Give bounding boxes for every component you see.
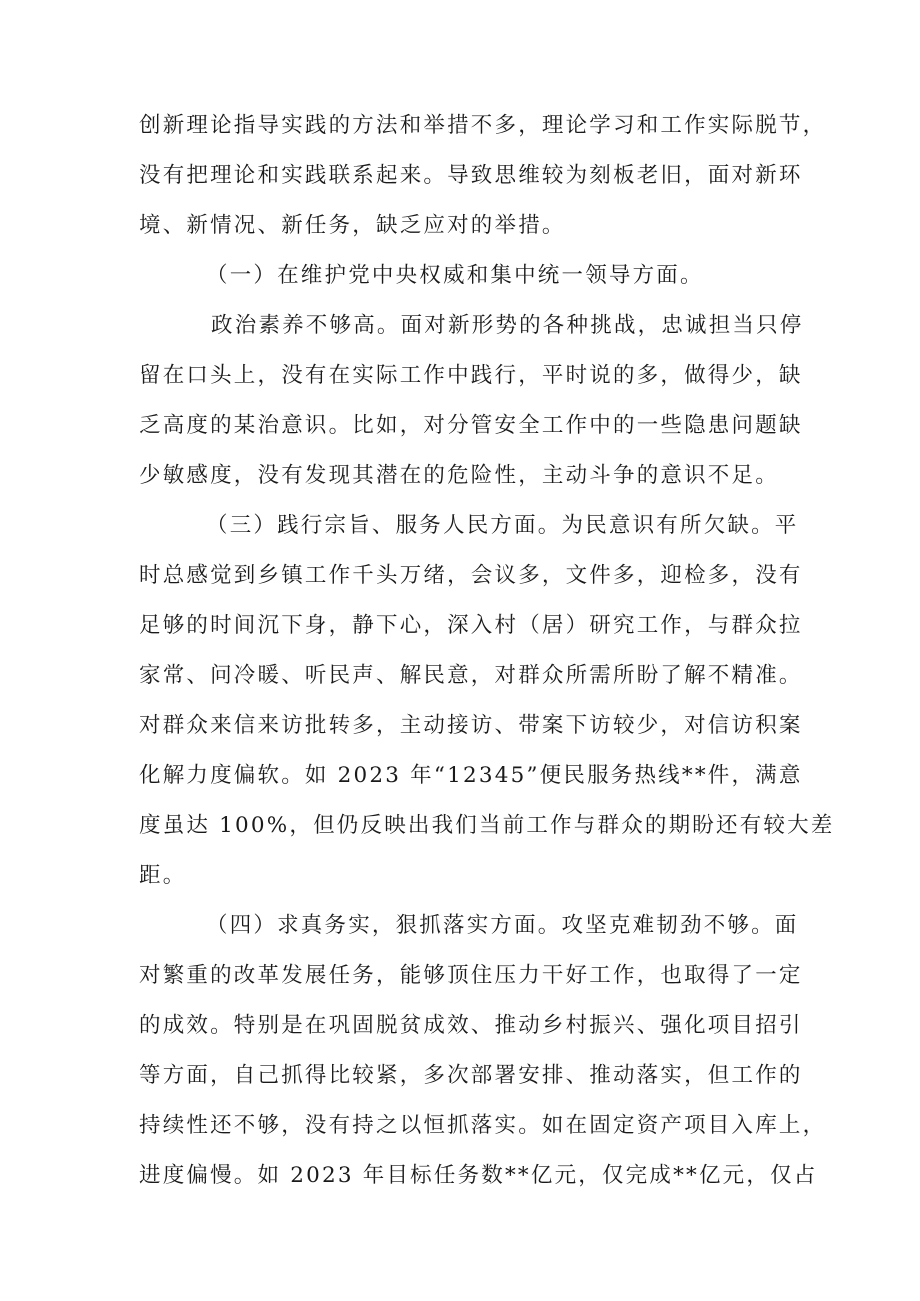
- text-line: 创新理论指导实践的方法和举措不多，理论学习和工作实际脱节，: [139, 113, 827, 138]
- text-line: 度虽达 100%，但仍反映出我们当前工作与群众的期盼还有较大差: [139, 813, 835, 838]
- text-line: 乏高度的某治意识。比如，对分管安全工作中的一些隐患问题缺: [139, 413, 803, 438]
- text-line: 境、新情况、新任务，缺乏应对的举措。: [139, 213, 566, 238]
- text-line: 政治素养不够高。面对新形势的各种挑战，忠诚担当只停: [211, 313, 804, 338]
- text-line: 等方面，自己抓得比较紧，多次部署安排、推动落实，但工作的: [139, 1063, 803, 1088]
- text-line: 持续性还不够，没有持之以恒抓落实。如在固定资产项目入库上，: [139, 1113, 827, 1138]
- section-heading: （三）践行宗旨、服务人民方面。为民意识有所欠缺。平: [206, 513, 799, 538]
- text-line: 少敏感度，没有发现其潜在的危险性，主动斗争的意识不足。: [139, 463, 779, 488]
- text-line: 对繁重的改革发展任务，能够顶住压力干好工作，也取得了一定: [139, 963, 803, 988]
- text-line: 没有把理论和实践联系起来。导致思维较为刻板老旧，面对新环: [139, 163, 803, 188]
- text-line: 家常、问冷暖、听民声、解民意，对群众所需所盼了解不精准。: [139, 663, 803, 688]
- text-line: 进度偏慢。如 2023 年目标任务数**亿元，仅完成**亿元，仅占: [139, 1163, 818, 1188]
- text-line: 距。: [139, 863, 187, 888]
- section-heading: （一）在维护党中央权威和集中统一领导方面。: [206, 263, 704, 288]
- text-line: 足够的时间沉下身，静下心，深入村（居）研究工作，与群众拉: [139, 613, 803, 638]
- text-line: 时总感觉到乡镇工作千头万绪，会议多，文件多，迎检多，没有: [139, 563, 803, 588]
- text-line: 留在口头上，没有在实际工作中践行，平时说的多，做得少，缺: [139, 363, 803, 388]
- text-line: 的成效。特别是在巩固脱贫成效、推动乡村振兴、强化项目招引: [139, 1013, 803, 1038]
- text-line: 对群众来信来访批转多，主动接访、带案下访较少，对信访积案: [139, 713, 803, 738]
- text-line: 化解力度偏软。如 2023 年“12345”便民服务热线**件，满意: [139, 763, 803, 788]
- section-heading: （四）求真务实，狠抓落实方面。攻坚克难韧劲不够。面: [206, 913, 799, 938]
